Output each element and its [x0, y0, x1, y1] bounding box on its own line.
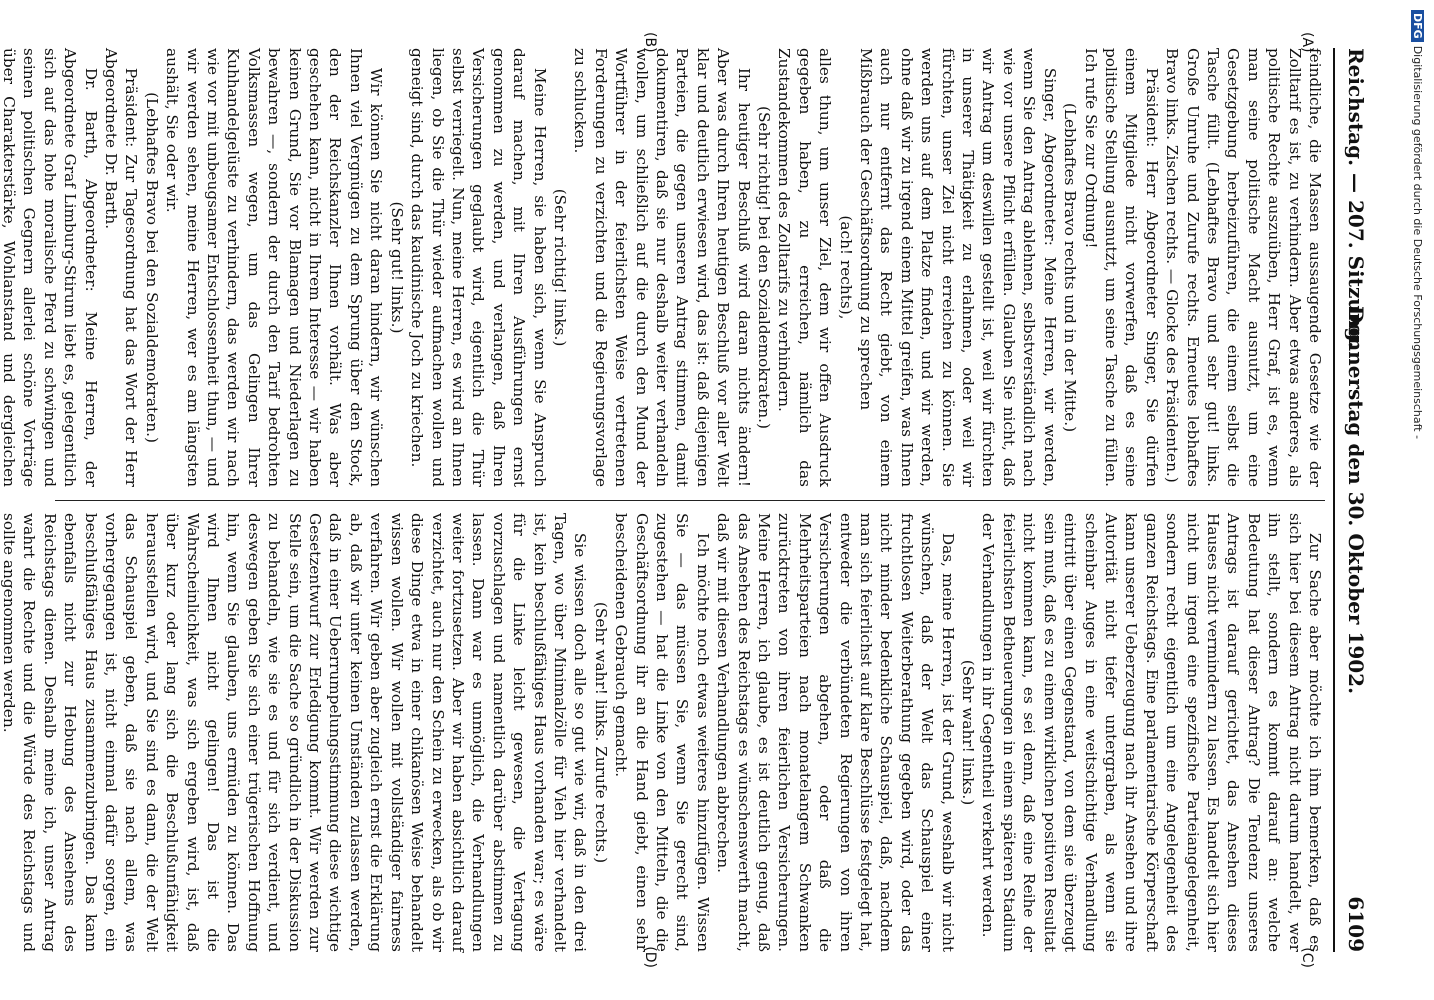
left-column	[0, 32, 1325, 487]
interjection: (Lebhaftes Bravo bei den Sozialdemokraten.)	[142, 92, 161, 443]
paragraph: Singer, Abgeordneter: Meine Herren, wir werden, wenn Sie den Antrag ablehnen, selbstverständlich nach wie vor unsere Pflicht erfüllen. Glauben Sie nicht, daß wir Antrag um deswillen gestellt ist, weil wir fürchten in unserer Thätigkeit zu erlahmen, oder weil wir fürchten, unser Ziel nicht erreichen zu können. Sie werden uns auf dem Platze finden, und wir werden, ohne daß wir zu irgend einem Mittel greifen, was Ihnen auch nur entfernt das Recht giebt, von einem Mißbrauch der Geschäftsordnung zu sprechen	[857, 48, 1059, 487]
page-number: 6109	[1344, 896, 1368, 952]
right-column	[0, 513, 1325, 968]
digitization-credit	[1402, 10, 1430, 990]
running-header	[1333, 48, 1377, 952]
interjection: (Sehr wahr! links. Zurufe rechts.)	[591, 601, 610, 864]
interjection: (Sehr wahr! links.)	[959, 659, 978, 806]
header-date: Donnerstag den 30. Oktober 1902.	[1344, 305, 1368, 695]
interjection: (Sehr richtig! bei den Sozialdemokraten.)	[755, 106, 774, 429]
paragraph: Präsident: Herr Abgeordneter Singer, Sie dürfen einem Mitgliede nicht vorwerfen, daß es seine politische Stellung ausnutzt, um seine Tasche zu füllen. Ich rufe Sie zur Ordnung!	[1081, 48, 1161, 487]
credit-line	[1408, 10, 1424, 990]
margin-mark-d: (D)	[642, 946, 658, 968]
rotated-sheet	[0, 30, 1387, 970]
interjection: (Lebhaftes Bravo rechts und in der Mitte.)	[1061, 102, 1080, 433]
paragraph: Sie wissen doch alle so gut wie wir, daß in den drei Tagen, wo über Minimalzölle für Vieh hier verhandelt ist, kein beschlußfähiges Haus vorhanden war; es wäre für die Linke leicht gewesen, die Vertagung vorzuschlagen und namentlich darüber abstimmen zu lassen. Dann war es unmöglich, die Verhandlungen weiter fortzusetzen. Aber wir haben absichtlich darauf verzichtet, auch nur den Schein zu erwecken, als ob wir diese Dinge etwa in einer chikanösen Weise behandelt wissen wollen. Wir wollen mit vollständiger fairness verfahren. Wir geben aber zugleich ernst die Erklärung ab, daß wir unter keinen Umständen zulassen werden, daß in einer Ueberrumpelungsstimmung diese wichtige Gesetzentwurf zur Erledigung kommt. Wir werden zur Stelle sein, um die Sache so gründlich in der Diskussion zu behandeln, wie sie es und für sich verdient, und deswegen geben Sie sich einer trügerischen Hoffnung hin, wenn Sie glauben, uns ermüden zu können. Das wird Ihnen nicht gelingen! Das ist die Wahrscheinlichkeit, was sich ergeben wird, ist, daß über kurz oder lang sich die Beschlußunfähigkeit herausstellen wird, und Sie sind es dann, die der Welt das Schauspiel geben, daß sie nach allem, was vorhergegangen ist, nicht einmal dafür sorgen, ein beschlußfähiges Haus zusammenzubringen. Das kann ebenfalls nicht zur Hebung des Ansehens des Reichstags dienen. Deshalb meine ich, unser Antrag wahrt die Rechte und die Würde des Reichstags und sollte angenommen werden.	[0, 513, 590, 952]
paragraph: Wir können Sie nicht daran hindern, wir wünschen Ihnen viel Vergnügen zu dem Sprung über den Stock, den der Reichskanzler Ihnen vorhält. Was aber geschehen kann, nicht in Ihrem Interesse — wir haben keinen Grund, Sie vor Blamagen und Niederlagen zu bewahren —, sondern der durch den Tarif bedrohten Volksmassen wegen, um das Gelingen Ihrer Kuhhandelgelüste zu verhindern, das werden wir nach wie vor mit unbeugsamer Entschlossenheit thun, — und wir werden sehen, meine Herren, wer es am längsten aushält, Sie oder wir.	[163, 48, 386, 487]
paragraph: Dr. Barth, Abgeordneter: Meine Herren, der Abgeordnete Graf Limburg-Stirum liebt es, gelegentlich sich auf das hohe moralische Pferd zu schwingen und seinen politischen Gegnern allerlei schöne Vorträge über Charakterstärke, Wohlanstand und dergleichen	[0, 48, 100, 487]
column-divider	[55, 500, 1325, 501]
paragraph: Ich möchte noch etwas weiteres hinzufügen. Wissen Sie — das müssen Sie, wenn Sie gerecht sind, zugestehen — hat die Linke von den Mitteln, die die Geschäftsordnung ihr an die Hand giebt, einen sehr bescheidenen Gebrauch gemacht.	[612, 513, 712, 952]
paragraph: Präsident: Zur Tagesordnung hat das Wort der Herr Abgeordnete Dr. Barth.	[102, 48, 141, 487]
paragraph: feindliche, die Massen aussaugende Gesetze wie der Zolltarif es ist, zu verhindern. Aber etwas anderes, als politische Rechte auszuüben, Herr Graf, ist es, wenn man seine politische Macht ausnutzt, um eine Gesetzgebung herbeizuführen, die einem selbst die Tasche füllt. (Lebhaftes Bravo und sehr gut! links. Große Unruhe und Zurufe rechts. Erneutes lebhaftes Bravo links. Zischen rechts. — Glocke des Präsidenten.)	[1163, 48, 1324, 487]
margin-mark-c: (C)	[1299, 947, 1315, 968]
text-columns	[0, 32, 1333, 968]
credit-text: Digitalisierung gefördert durch die Deutsche Forschungsgemeinschaft -	[1411, 45, 1424, 440]
margin-mark-a: (A)	[1299, 32, 1315, 53]
paragraph: Ihr heutiger Beschluß wird daran nichts ändern! Aber was durch Ihren heutigen Beschluß vor aller Welt klar und deutlich erwiesen wird, das ist: daß diejenigen Parteien, die gegen unseren Antrag stimmen, damit dokumentiren, daß sie nur deshalb weiter verhandeln wollen, um schließlich auf die durch den Mund der Wortführer in der feierlichsten Weise vertretenen Forderungen zu verzichten und die Regierungsvorlage zu schlucken.	[571, 48, 753, 487]
paragraph: alles thun, um unser Ziel, dem wir offen Ausdruck gegeben haben, zu erreichen, nämlich das Zustandekommen des Zolltarifs zu verhindern.	[775, 48, 835, 487]
paragraph: Meine Herren, sie haben sich, wenn Sie Anspruch darauf machen, mit Ihren Ausführungen ernst genommen zu werden, und verlangen, daß Ihren Versicherungen geglaubt wird, eigentlich die Thür selbst verriegelt. Nun, meine Herren, es wird an Ihnen liegen, ob Sie die Thür wieder aufmachen wollen und geneigt sind, durch das kaudinische Joch zu kriechen.	[408, 48, 549, 487]
interjection: (Sehr gut! links.)	[387, 201, 406, 334]
paragraph: Zur Sache aber möchte ich ihm bemerken, daß es sich hier bei diesem Antrag nicht darum handelt, wer ihn stellt, sondern es kommt darauf an: welche Bedeutung hat dieser Antrag? Die Tendenz unseres Antrags ist darauf gerichtet, das Ansehen dieses Hauses nicht vermindern zu lassen. Es handelt sich hier nicht um irgend eine spezifische Parteiangelegenheit, sondern recht eigentlich um eine Angelegenheit des ganzen Reichstags. Eine parlamentarische Körperschaft kann unserer Ueberzeugung nach ihr Ansehen und ihre Autorität nicht tiefer untergraben, als wenn sie scheinbar Auges in eine weitschichtige Verhandlung eintritt über einen Gegenstand, von dem sie überzeugt sein muß, daß es zu einem wirklichen positiven Resultat nicht kommen kann, es sei denn, daß eine Reihe der feierlichsten Betheuerungen in einem späteren Stadium der Verhandlungen in ihr Gegentheil verkehrt werden.	[979, 513, 1324, 952]
margin-mark-b: (B)	[642, 32, 658, 53]
interjection: (ach! rechts),	[836, 215, 855, 320]
interjection: (Sehr richtig! links.)	[550, 188, 569, 347]
dfg-logo: DFG	[1411, 10, 1424, 42]
paragraph: Das, meine Herren, ist der Grund, weshalb wir nicht wünschen, daß der Welt das Schauspiel einer fruchtlosen Weiterberathung gegeben wird, oder das nicht minder bedenkliche Schauspiel, daß, nachdem man sich feierlichst auf klare Beschlüsse festgelegt hat, entweder die verbündeten Regierungen von ihren Versicherungen abgehen, oder daß die Mehrheitsparteien nach monatelangem Schwanken zurücktreten von ihren feierlichen Versicherungen. Meine Herren, ich glaube, es ist deutlich genug, daß das Ansehen des Reichstags es wünschenswerth macht, daß wir mit diesen Verhandlungen abbrechen.	[714, 513, 957, 952]
header-left: Reichstag. — 207. Sitzung.	[1344, 48, 1368, 349]
